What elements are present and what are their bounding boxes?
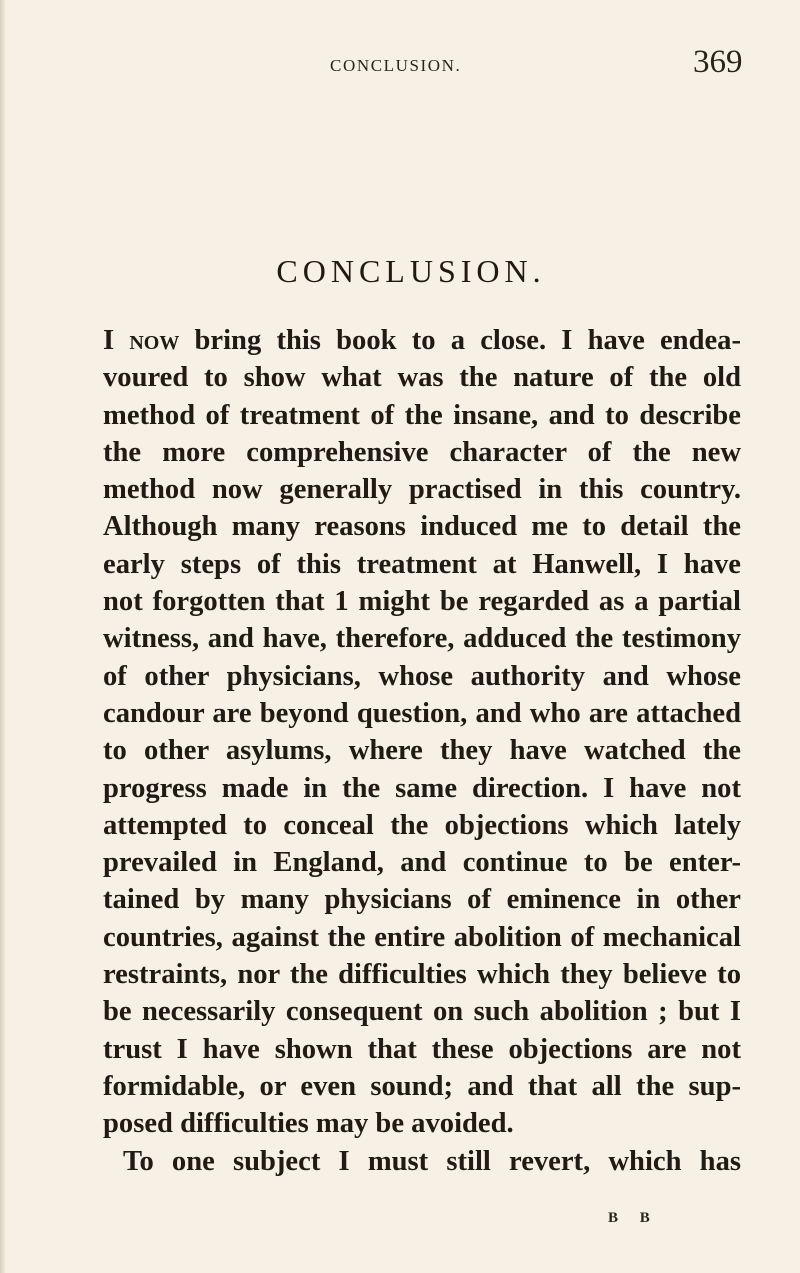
text-line: countries, against the entire abolition of mechanical [103,921,741,953]
chapter-title: CONCLUSION. [276,253,546,289]
text-line: attempted to conceal the objections which lately [103,809,741,841]
page-edge-shadow [0,0,6,1273]
text-line: not forgotten that 1 might be regarded as a partial [103,586,741,618]
signature-mark: B B [608,1210,659,1226]
text-line: method now generally practised in this country. [103,474,741,506]
line-remainder: bring this book to a close. I have endea- [179,325,741,356]
running-head: CONCLUSION. [330,56,462,75]
text-line: restraints, nor the difficulties which they believe to [103,959,741,991]
first-word: I [103,325,115,356]
text-line: be necessarily consequent on such abolition ; but I [103,996,741,1028]
text-line [103,322,741,359]
text-line: progress made in the same direction. I have not [103,772,741,804]
text-line: witness, and have, therefore, adduced the testimony [103,623,741,655]
text-line: candour are beyond question, and who are attached [103,697,741,729]
text-line: Although many reasons induced me to detail the [103,511,741,543]
body-paragraph [103,322,741,1180]
text-line: method of treatment of the insane, and to describe [103,399,741,431]
text-line: voured to show what was the nature of the old [103,362,741,394]
text-line: tained by many physicians of eminence in other [103,884,741,916]
text-line: of other physicians, whose authority and whose [103,660,741,692]
text-line: to other asylums, where they have watched the [103,735,741,767]
text-line: early steps of this treatment at Hanwell, I have [103,548,741,580]
small-caps-word: now [129,325,180,356]
text-line: prevailed in England, and continue to be enter- [103,847,741,879]
text-line: formidable, or even sound; and that all the sup- [103,1070,741,1102]
page-number: 369 [693,44,743,80]
text-line-paragraph-end: posed difficulties may be avoided. [103,1108,514,1140]
text-line-new-paragraph: To one subject I must still revert, which has [123,1145,741,1177]
text-line: the more comprehensive character of the new [103,436,741,468]
text-line: trust I have shown that these objections are not [103,1033,741,1065]
